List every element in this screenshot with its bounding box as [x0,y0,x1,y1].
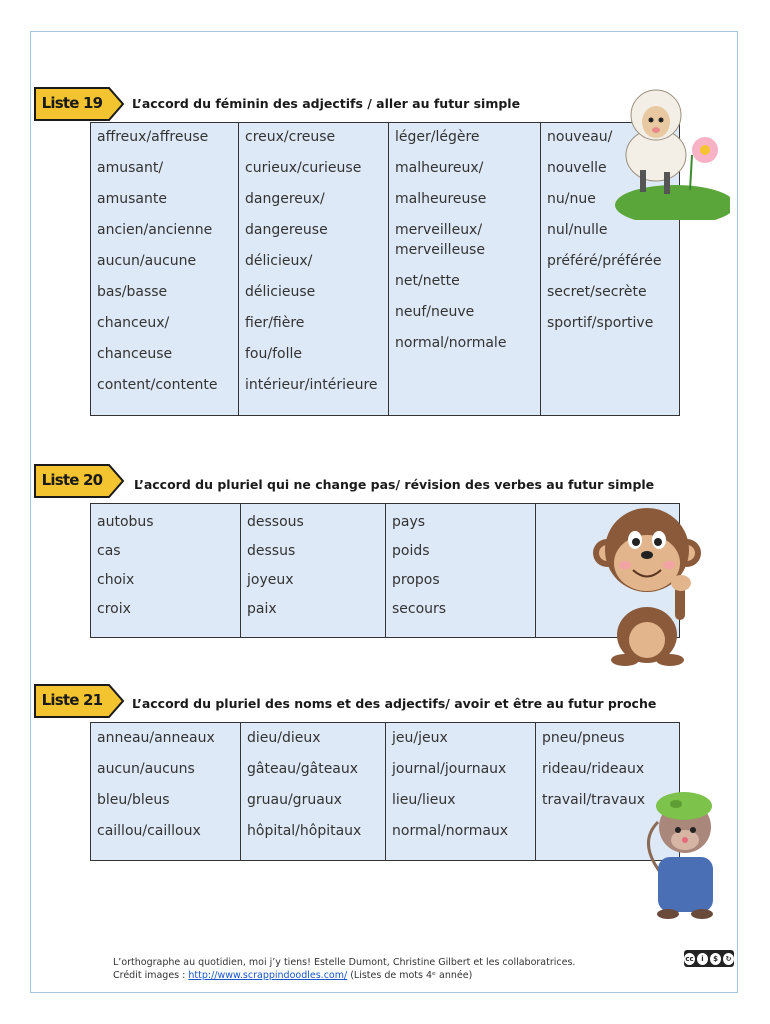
word: anneau/anneaux [97,730,215,746]
list-title: L’accord du pluriel des noms et des adjectifs/ avoir et être au futur proche [132,696,657,711]
word: gruau/gruaux [247,792,342,808]
word-grid-21 [90,722,680,861]
word-column [386,723,536,860]
word: aucun/aucuns [97,761,195,777]
monkey-illustration [585,495,715,670]
word: fier/fière [245,315,305,331]
word: nouvelle [547,160,607,176]
word: intérieur/intérieure [245,377,378,393]
word: malheureux/ [395,160,484,176]
word-column [386,504,536,637]
word: jeu/jeux [392,730,448,746]
cc-by-nc-sa-icon [684,950,734,967]
word-grid-19 [90,122,680,416]
word: malheureuse [395,191,487,207]
list-tag-21 [33,683,123,717]
word: paix [247,601,277,617]
word-column [239,123,389,415]
word: amusante [97,191,167,207]
list-title: L’accord du féminin des adjectifs / aller au futur simple [132,96,521,111]
word: bas/basse [97,284,168,300]
list-tag-label: Liste 20 [41,471,103,489]
word-column [91,123,239,415]
word: caillou/cailloux [97,823,201,839]
word: bleu/bleus [97,792,170,808]
list-title: L’accord du pluriel qui ne change pas/ révision des verbes au futur simple [134,477,655,492]
word: merveilleux/ merveilleuse [395,222,485,258]
word: nul/nulle [547,222,608,238]
footer-credits [113,956,575,982]
word: normal/normale [395,335,507,351]
credit-link[interactable]: http://www.scrappindoodles.com/ [188,970,348,981]
word: choix [97,572,135,588]
word-column [241,723,386,860]
list-tag-label: Liste 21 [41,691,103,709]
word: propos [392,572,440,588]
word: délicieuse [245,284,316,300]
word: croix [97,601,131,617]
word-column [241,504,386,637]
word: poids [392,543,430,559]
by-icon: i [697,953,708,965]
word: content/contente [97,377,218,393]
word: délicieux/ [245,253,313,269]
word: neuf/neuve [395,304,475,320]
word: secours [392,601,447,617]
word: pays [392,514,426,530]
word: préféré/préférée [547,253,662,269]
credit-label: Crédit images : [113,970,189,981]
sheep-illustration [600,80,730,220]
word: joyeux [247,572,294,588]
word: nu/nue [547,191,596,207]
word: rideau/rideaux [542,761,645,777]
sa-icon: ↻ [723,953,734,965]
word: ancien/ancienne [97,222,213,238]
word: chanceuse [97,346,173,362]
word: léger/légère [395,129,480,145]
word: dieu/dieux [247,730,321,746]
word: normal/normaux [392,823,509,839]
word: nouveau/ [547,129,613,145]
word: creux/creuse [245,129,336,145]
list-tag-19 [33,86,123,120]
word: lieu/lieux [392,792,456,808]
word: net/nette [395,273,460,289]
word: fou/folle [245,346,302,362]
nc-icon: $ [710,953,721,965]
word: dessous [247,514,304,530]
word: amusant/ [97,160,164,176]
word: dangereux/ [245,191,325,207]
word-column [91,723,241,860]
word: pneu/pneus [542,730,625,746]
footer-line-2 [113,969,575,982]
mouse-illustration [640,782,730,922]
word: cas [97,543,121,559]
word: journal/journaux [392,761,507,777]
cc-icon: cc [685,954,694,963]
credit-note: (Listes de mots 4ᵉ année) [347,970,473,981]
word: sportif/sportive [547,315,654,331]
word: autobus [97,514,154,530]
list-tag-20 [33,463,123,497]
word: curieux/curieuse [245,160,362,176]
word-column [389,123,541,415]
list-tag-label: Liste 19 [41,94,103,112]
word: dangereuse [245,222,328,238]
word: affreux/affreuse [97,129,209,145]
word: chanceux/ [97,315,170,331]
word: secret/secrète [547,284,647,300]
word: travail/travaux [542,792,646,808]
footer-line-1: L’orthographe au quotidien, moi j’y tiens! Estelle Dumont, Christine Gilbert et les collaboratrices. [113,957,576,968]
word-column [91,504,241,637]
word: hôpital/hôpitaux [247,823,362,839]
word: gâteau/gâteaux [247,761,359,777]
word: dessus [247,543,296,559]
word: aucun/aucune [97,253,197,269]
